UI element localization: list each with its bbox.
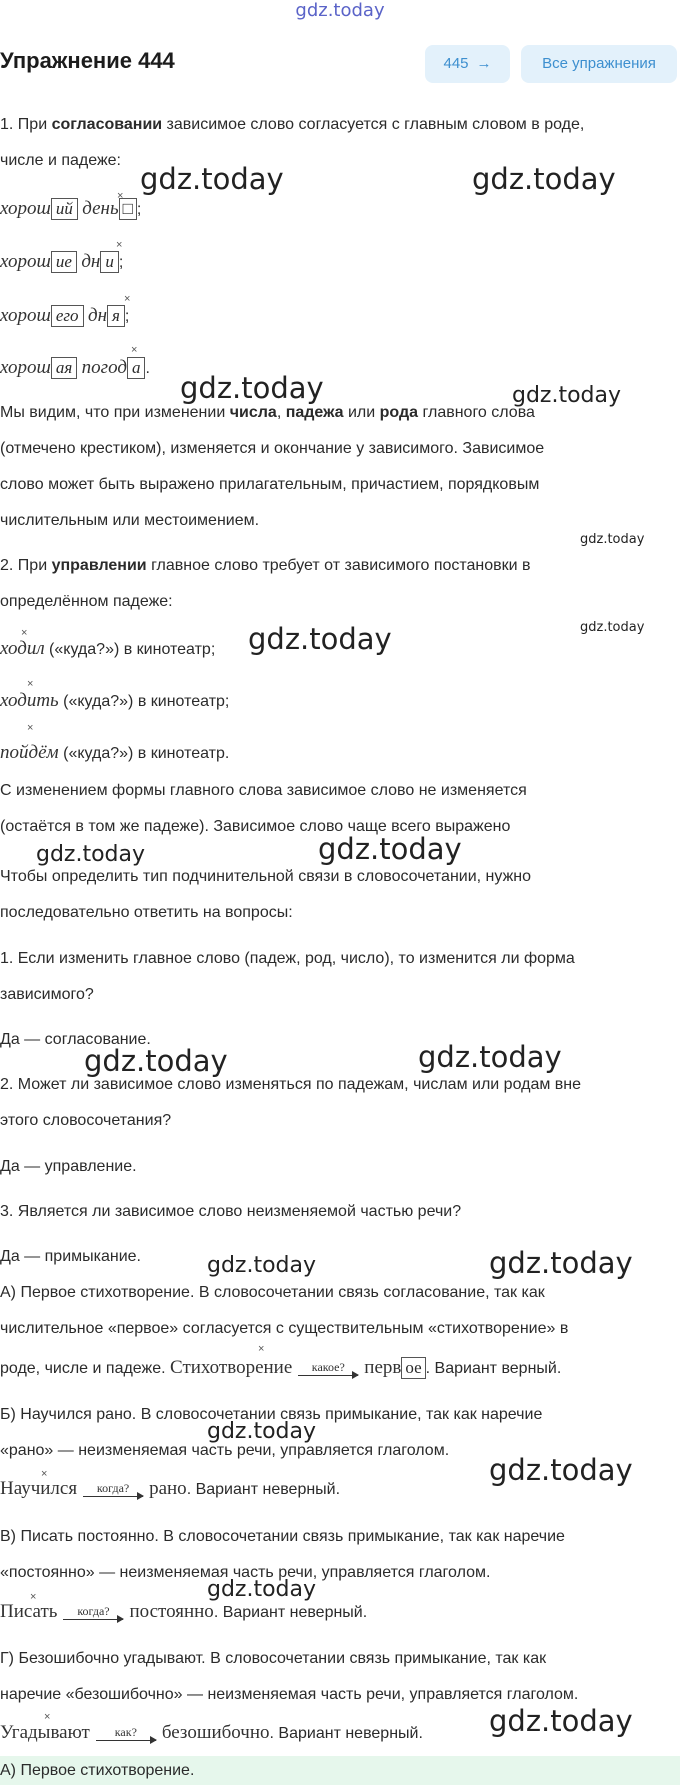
next-exercise-label: 445 [443,55,469,72]
text-line: слово может быть выражено прилагательным, причастием, порядковым [0,476,540,493]
watermark: gdz.today [84,1044,228,1078]
cross-mark-icon: × [131,344,138,356]
cross-mark-icon: × [30,1591,37,1603]
watermark: gdz.today [580,532,645,547]
watermark: gdz.today [36,842,146,867]
watermark: gdz.today [472,162,616,196]
arrow-icon: какое? [298,1361,358,1376]
text-line: наречие «безошибочно» — неизменяемая часть речи, управляется глаголом. [0,1686,579,1703]
text-line: 2. При управлении главное слово требует от зависимого постановки в [0,557,531,574]
example-line-d: Угадывают как? безошибочно. Вариант неверный. [0,1722,423,1743]
cross-mark-icon: × [44,1711,51,1723]
text-line: этого словосочетания? [0,1112,172,1129]
text-line: Чтобы определить тип подчинительной связи в словосочетании, нужно [0,868,531,885]
watermark: gdz.today [207,1253,317,1278]
watermark: gdz.today [140,162,284,196]
example-agreement-3: хорош его дн я ; [0,305,130,326]
example-government-1: ходил («куда?») в кинотеатр; [0,638,216,659]
cross-mark-icon: × [116,239,123,251]
all-exercises-button[interactable]: Все упражнения [521,45,677,83]
text-line: Мы видим, что при изменении числа, падежа или рода главного слова [0,404,535,421]
example-line-b: Научился когда? рано. Вариант неверный. [0,1478,341,1499]
text-line: Да — управление. [0,1158,137,1175]
text-line: последовательно ответить на вопросы: [0,904,293,921]
text-line: числительное «первое» согласуется с существительным «стихотворение» в [0,1320,569,1337]
cross-mark-icon: × [258,1343,265,1355]
text-line: числе и падеже: [0,152,121,169]
example-government-3: пойдём («куда?») в кинотеатр. [0,742,230,763]
text-line: Да — согласование. [0,1031,151,1048]
text-line: числительным или местоимением. [0,512,260,529]
cross-mark-icon: × [124,293,131,305]
watermark: gdz.today [318,832,462,866]
watermark: gdz.today [207,1419,317,1444]
watermark: gdz.today [489,1453,633,1487]
watermark: gdz.today [489,1704,633,1738]
cross-mark-icon: × [41,1468,48,1480]
text-line: Да — примыкание. [0,1248,141,1265]
text-line: А) Первое стихотворение. В словосочетании связь согласование, так как [0,1284,545,1301]
text-line: Б) Научился рано. В словосочетании связь примыкание, так как наречие [0,1406,543,1423]
example-agreement-2: хорош ие дн и ; [0,251,124,272]
text-line: 2. Может ли зависимое слово изменяться по падежам, числам или родам вне [0,1076,582,1093]
text-line: 1. Если изменить главное слово (падеж, род, число), то изменится ли форма [0,950,575,967]
arrow-right-icon: → [476,55,492,72]
text-line: В) Писать постоянно. В словосочетании связь примыкание, так как наречие [0,1528,565,1545]
text-line: Г) Безошибочно угадывают. В словосочетании связь примыкание, так как [0,1650,547,1667]
example-line-c: Писать когда? постоянно. Вариант неверный. [0,1601,368,1622]
text-line: определённом падеже: [0,593,173,610]
text-line: «рано» — неизменяемая часть речи, управляется глаголом. [0,1442,450,1459]
text-line: С изменением формы главного слова зависимое слово не изменяется [0,782,527,799]
example-agreement-4: хорош ая погод а . [0,357,150,378]
cross-mark-icon: × [27,722,34,734]
cross-mark-icon: × [27,678,34,690]
watermark: gdz.today [248,622,392,656]
text-line: 1. При согласовании зависимое слово согласуется с главным словом в роде, [0,116,585,133]
cross-mark-icon: × [21,627,28,639]
text-line: 3. Является ли зависимое слово неизменяемой частью речи? [0,1203,462,1220]
answer-box: А) Первое стихотворение. [0,1756,680,1785]
next-exercise-button[interactable] [425,45,510,83]
watermark: gdz.today [207,1577,317,1602]
watermark: gdz.today [580,620,645,635]
page-title: Упражнение 444 [0,48,175,73]
example-line-a: роде, числе и падеже. Стихотворение какое? перв ое . Вариант верный. [0,1357,562,1378]
text-line: зависимого? [0,986,94,1003]
site-logo[interactable]: gdz.today [295,0,385,21]
arrow-icon: когда? [63,1605,123,1620]
watermark: gdz.today [418,1040,562,1074]
cross-mark-icon: × [117,190,124,202]
example-agreement-1: хорош ий день □ ; [0,198,142,219]
arrow-icon: как? [96,1726,156,1741]
watermark: gdz.today [512,383,622,408]
watermark: gdz.today [489,1246,633,1280]
text-line: (отмечено крестиком), изменяется и окончание у зависимого. Зависимое [0,440,545,457]
arrow-icon: когда? [83,1482,143,1497]
example-government-2: ходить («куда?») в кинотеатр; [0,690,230,711]
watermark: gdz.today [180,371,324,405]
text-line: «постоянно» — неизменяемая часть речи, управляется глаголом. [0,1564,491,1581]
text-line: (остаётся в том же падеже). Зависимое слово чаще всего выражено [0,818,511,835]
